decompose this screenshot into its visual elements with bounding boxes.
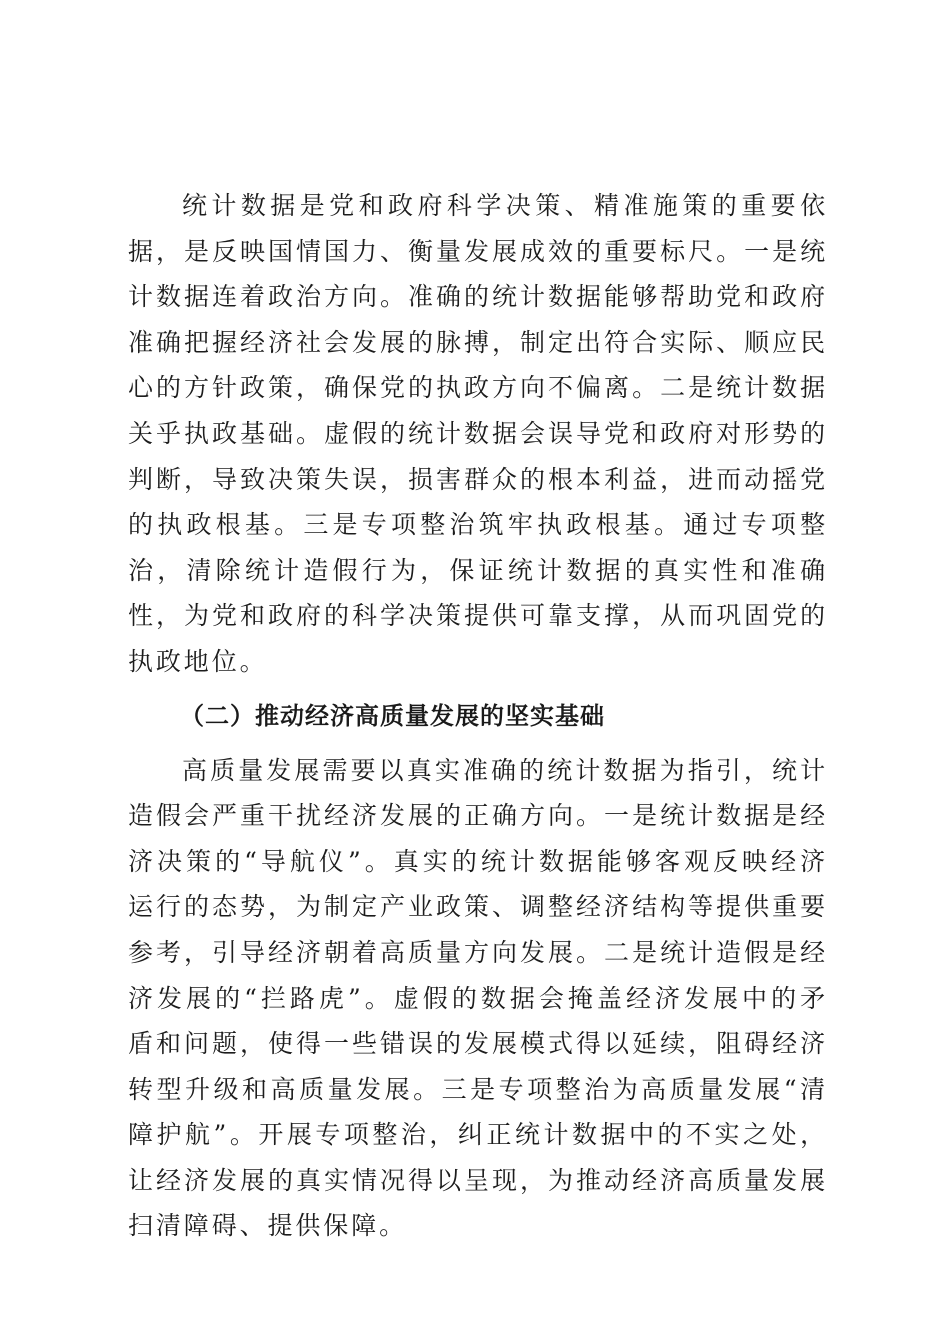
section-heading: （二）推动经济高质量发展的坚实基础 [180, 701, 605, 730]
body-paragraph: 统计数据是党和政府科学决策、精准施策的重要依据，是反映国情国力、衡量发展成效的重要标尺。一是统计数据连着政治方向。准确的统计数据能够帮助党和政府准确把握经济社会发展的脉搏，制定出符合实际、顺应民心的方针政策，确保党的执政方向不偏离。二是统计数据关乎执政基础。虚假的统计数据会误导党和政府对形势的判断，导致决策失误，损害群众的根本利益，进而动摇党的执政根基。三是专项整治筑牢执政根基。通过专项整治，清除统计造假行为，保证统计数据的真实性和准确性，为党和政府的科学决策提供可靠支撑，从而巩固党的执政地位。 [128, 191, 828, 676]
document-body [128, 183, 828, 1249]
body-paragraph: 高质量发展需要以真实准确的统计数据为指引，统计造假会严重干扰经济发展的正确方向。一是统计数据是经济决策的“导航仪”。真实的统计数据能够客观反映经济运行的态势，为制定产业政策、调整经济结构等提供重要参考，引导经济朝着高质量方向发展。二是统计造假是经济发展的“拦路虎”。虚假的数据会掩盖经济发展中的矛盾和问题，使得一些错误的发展模式得以延续，阻碍经济转型升级和高质量发展。三是专项整治为高质量发展“清障护航”。开展专项整治，纠正统计数据中的不实之处，让经济发展的真实情况得以呈现，为推动经济高质量发展扫清障碍、提供保障。 [128, 755, 828, 1241]
